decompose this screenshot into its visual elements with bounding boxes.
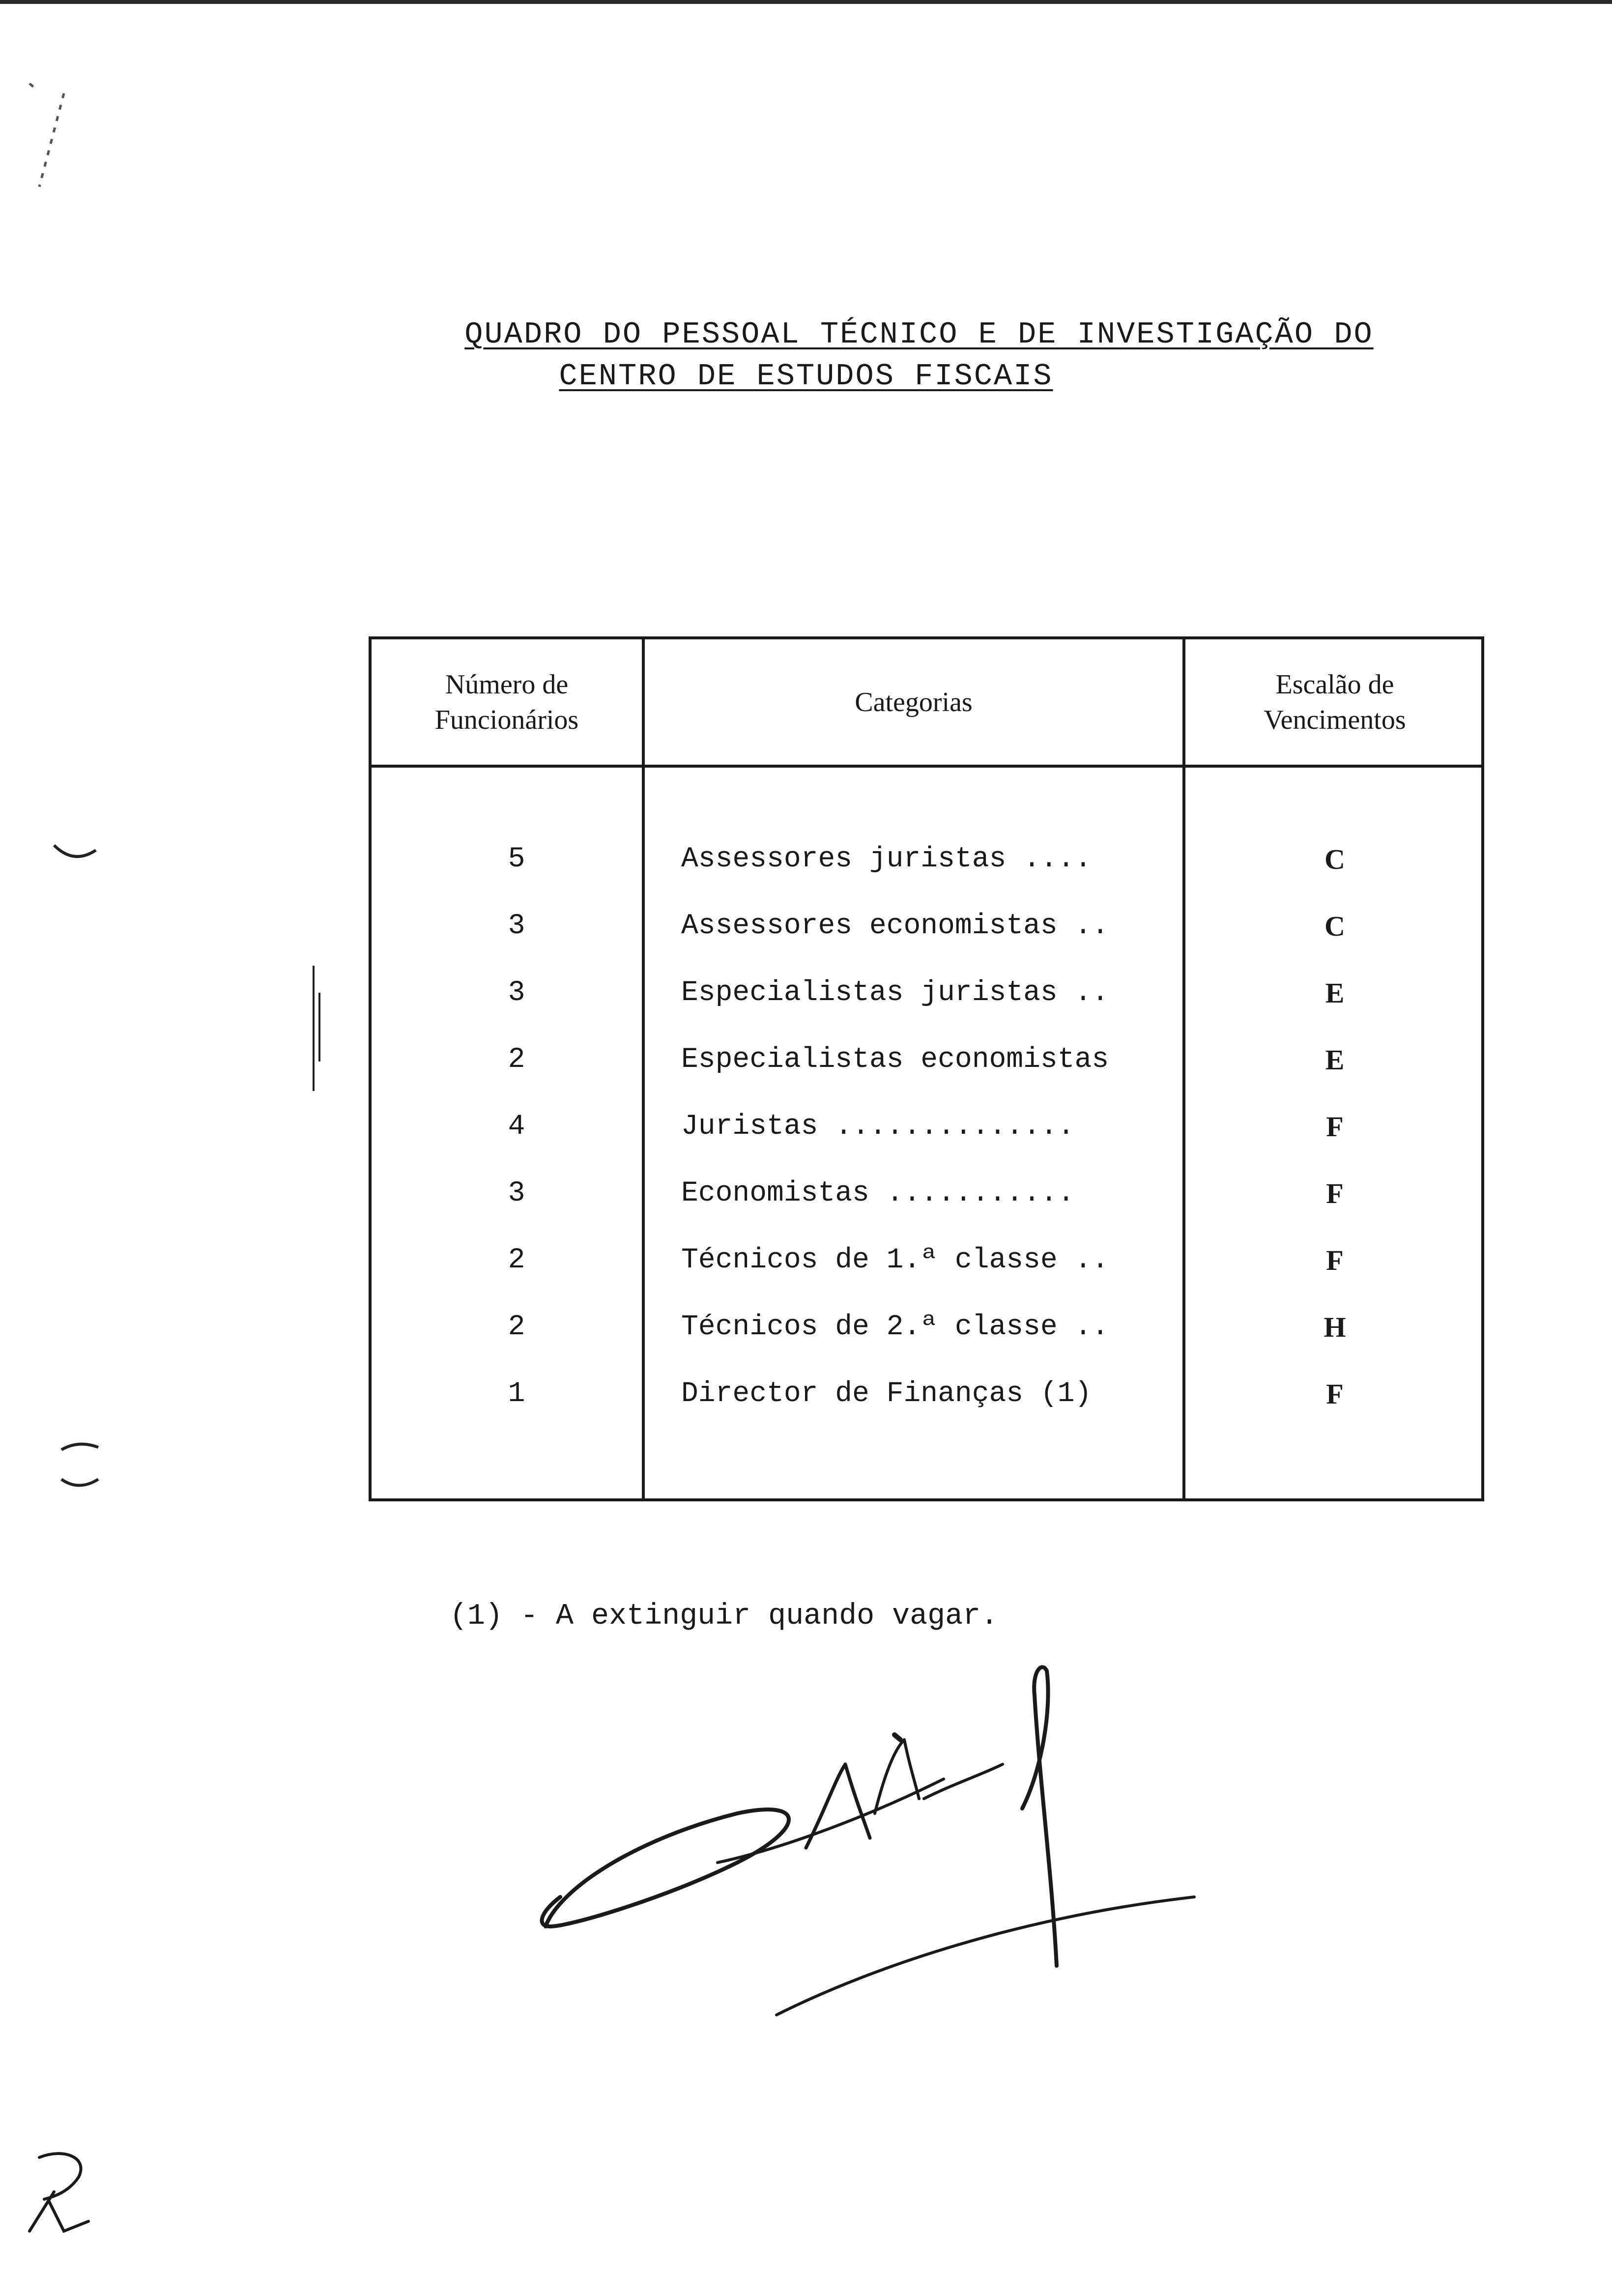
salary-grade: E	[1325, 1044, 1345, 1076]
footnote: (1) - A extinguir quando vagar.	[450, 1600, 999, 1633]
header-text: Escalão de	[1275, 669, 1394, 700]
document-title-line1: QUADRO DO PESSOAL TÉCNICO E DE INVESTIGAÇÃO DO	[464, 317, 1374, 352]
header-salary-grade	[1185, 639, 1484, 765]
staff-category: Economistas ...........	[681, 1177, 1075, 1209]
salary-grade: E	[1325, 977, 1345, 1009]
staff-count: 2	[508, 1044, 525, 1076]
table-row	[372, 960, 1482, 1027]
staff-category: Técnicos de 2.ª classe ..	[681, 1311, 1109, 1343]
staff-count: 1	[508, 1378, 525, 1410]
handwritten-initials	[20, 2143, 108, 2241]
margin-scribble	[10, 64, 79, 192]
salary-grade: F	[1326, 1378, 1344, 1410]
salary-grade: F	[1326, 1111, 1344, 1143]
salary-grade: H	[1324, 1311, 1346, 1343]
table-row	[372, 893, 1482, 960]
staff-count: 2	[508, 1244, 525, 1276]
table-row	[372, 826, 1482, 893]
staff-category: Especialistas economistas	[681, 1044, 1109, 1076]
salary-grade: C	[1324, 843, 1345, 875]
staff-category: Director de Finanças (1)	[681, 1378, 1092, 1410]
header-number-of-staff	[372, 639, 642, 765]
header-text: Funcionários	[434, 704, 579, 735]
header-text: Número de	[445, 669, 569, 700]
table-row	[372, 1294, 1482, 1361]
staff-count: 3	[508, 1177, 525, 1209]
margin-vertical-line	[310, 963, 324, 1096]
page-top-edge	[0, 0, 1612, 4]
header-text: Categorias	[855, 687, 973, 718]
staff-count: 5	[508, 843, 525, 875]
table-row	[372, 1227, 1482, 1294]
staff-category: Especialistas juristas ..	[681, 977, 1109, 1009]
table-row	[372, 1093, 1482, 1160]
header-text: Vencimentos	[1264, 704, 1406, 735]
staff-count: 4	[508, 1111, 525, 1143]
salary-grade: F	[1326, 1177, 1344, 1209]
salary-grade: C	[1324, 910, 1345, 942]
margin-bracket-1	[49, 835, 103, 875]
staff-category: Juristas ..............	[681, 1111, 1075, 1143]
staff-category: Assessores juristas ....	[681, 843, 1092, 875]
staff-table	[369, 636, 1484, 1501]
staff-category: Assessores economistas ..	[681, 910, 1109, 942]
staff-category: Técnicos de 1.ª classe ..	[681, 1244, 1109, 1276]
table-row	[372, 1160, 1482, 1227]
staff-count: 3	[508, 910, 525, 942]
header-categories	[645, 639, 1182, 765]
table-row	[372, 1361, 1482, 1428]
document-title-line2: CENTRO DE ESTUDOS FISCAIS	[559, 359, 1053, 394]
handwritten-signature	[531, 1651, 1219, 2074]
staff-count: 3	[508, 977, 525, 1009]
table-row	[372, 1027, 1482, 1093]
margin-bracket-2	[54, 1435, 108, 1499]
header-divider	[372, 765, 1481, 768]
salary-grade: F	[1326, 1244, 1344, 1276]
staff-count: 2	[508, 1311, 525, 1343]
